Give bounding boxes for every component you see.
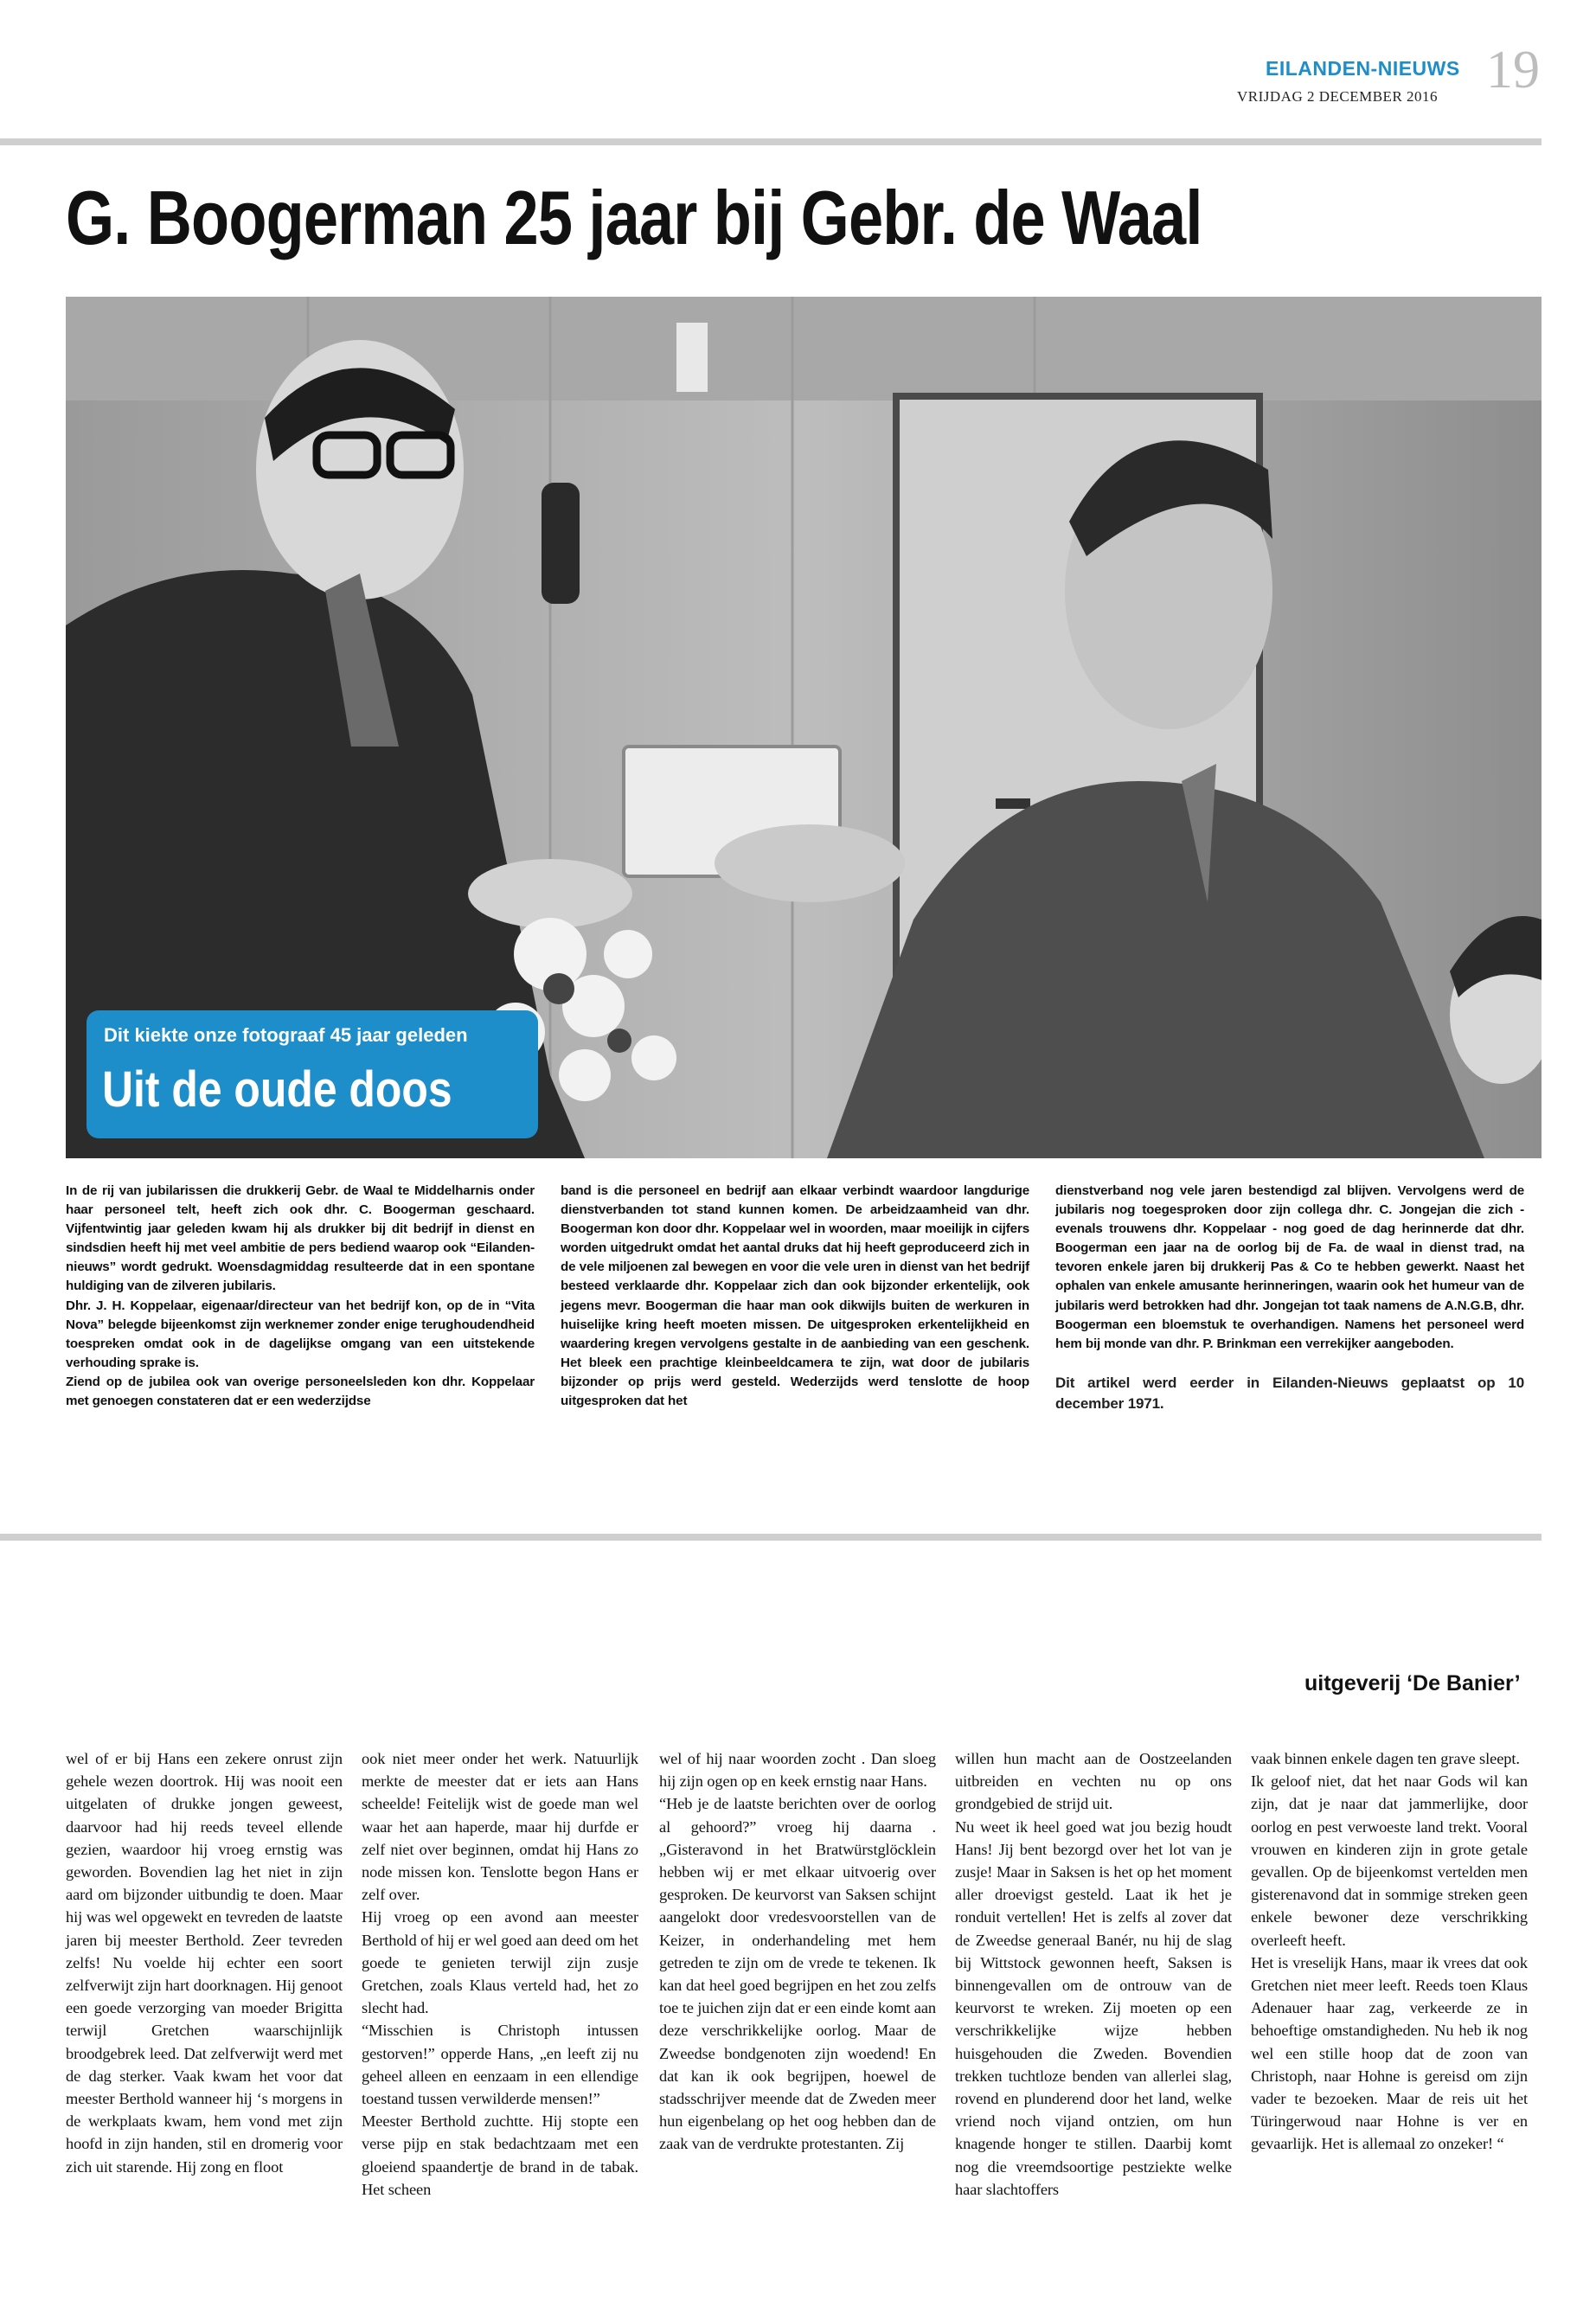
story-column-4	[955, 1747, 1232, 2201]
article-column-2	[561, 1182, 1029, 1411]
top-divider	[0, 138, 1542, 145]
story-column-5	[1251, 1747, 1528, 2156]
story-paragraph: ook niet meer onder het werk. Natuurlijk merkte de meester dat er iets aan Hans scheelde! Feitelijk wist de goede man wel waar het aan haperde, maar hij durfde er zelf niet over beginnen, omdat hij Hans zo node missen kon. Tenslotte begon Hans er zelf over.	[362, 1750, 638, 1904]
story-paragraph: Meester Berthold zuchtte. Hij stopte een verse pijp en stak bedachtzaam met een gloeiend spaandertje de brand in de tabak. Het scheen	[362, 2112, 638, 2198]
section-divider	[0, 1534, 1542, 1541]
story-paragraph: Hij vroeg op een avond aan meester Berthold of hij er wel goed aan deed om het goede te genieten terwijl zijn zusje Gretchen, zoals Klaus verteld had, het zo slecht had.	[362, 1908, 638, 2017]
article-paragraph: dienstverband nog vele jaren bestendigd zal blijven. Vervolgens werd de jubilaris nog toegesproken door zijn collega dhr. C. Jongejan die zich - evenals trouwens dhr. Koppelaar - nog goed de dag herinnerde dat dhr. Boogerman een jaar na de oorlog bij de Fa. de waal in dienst trad, na tevoren enkele jaren bij drukkerij Pas & Co te hebben gewerkt. Naast het ophalen van enkele amusante herinneringen, waarin ook het humeur van de jubilaris werd betrokken had dhr. Jongejan tot taak namens de A.N.G.B, dhr. Boogerman een bloemstuk te overhandigen. Namens het personeel werd hem bij monde van dhr. P. Brinkman een verrekijker aangeboden.	[1055, 1183, 1524, 1351]
story-paragraph: wel of hij naar woorden zocht . Dan sloeg hij zijn ogen op en keek ernstig naar Hans.	[659, 1750, 936, 1791]
story-column-2	[362, 1747, 638, 2201]
story-column-1	[66, 1747, 343, 2178]
story-paragraph: Ik geloof niet, dat het naar Gods wil kan zijn, dat je naar dat jammerlijke, door oorlog en pest verwoeste land trekt. Vooral vrouwen en kinderen zijn in grote getale gevallen. Op de bijeenkomst vertelden men gisterenavond dat in sommige streken geen enkele bewoner deze verschrikking overleeft heeft.	[1251, 1772, 1528, 1949]
article-column-3	[1055, 1182, 1524, 1414]
badge-title: Uit de oude doos	[102, 1061, 452, 1118]
story-column-3	[659, 1747, 936, 2156]
story-paragraph: vaak binnen enkele dagen ten grave sleept.	[1251, 1750, 1520, 1767]
page-number: 19	[1486, 41, 1540, 99]
story-paragraph: willen hun macht aan de Oostzeelanden uitbreiden en vechten nu op ons grondgebied de strijd uit.	[955, 1750, 1232, 1813]
publisher-label: uitgeverij ‘De Banier’	[1304, 1671, 1521, 1695]
article-paragraph: Dhr. J. H. Koppelaar, eigenaar/directeur van het bedrijf kon, op de in “Vita Nova” belegde bijeenkomst zijn werknemer zonder enige terughoudendheid toespreken omdat ook in de dagelijkse omgang van een uitstekende verhouding sprake is.	[66, 1298, 535, 1370]
article-paragraph: band is die personeel en bedrijf aan elkaar verbindt waardoor langdurige dienstverbanden tot stand kunnen komen. De arbeidzaamheid van dhr. Boogerman kon door dhr. Koppelaar wel in woorden, maar moeilijk in cijfers worden uitgedrukt omdat het aantal druks dat hij heeft geproduceerd zich in de vele miljoenen zal bewegen en voor die vele uren in dienst van het bedrijf besteed verklaarde dhr. Koppelaar zich dan ook bijzonder erkentelijk, ook jegens mevr. Boogerman die haar man ook dikwijls buiten de werkuren in huiselijke kring heeft moeten missen. De uitgesproken erkentelijkheid en waardering kregen vervolgens gestalte in de aanbieding van een geschenk. Het bleek een prachtige kleinbeeldcamera te zijn, wat door de jubilaris bijzonder op prijs werd gesteld. Wederzijds werd tenslotte de hoop uitgesproken dat het	[561, 1183, 1029, 1409]
story-paragraph: Nu weet ik heel goed wat jou bezig houdt Hans! Jij bent bezorgd over het lot van je zusje! Maar in Saksen is het op het moment aller droevigst gesteld. Laat ik het je ronduit vertellen! Het is zelfs al zover dat de Zweedse generaal Banér, nu hij de slag bij Wittstock gewonnen heeft, Saksen is binnengevallen om de ontrouw van de keurvorst te wreken. Zij moeten op een verschrikkelijke wijze hebben huisgehouden die Zweden. Bovendien trekken tuchtloze benden van allerlei slag, rovend en plunderend door het land, welke vriend noch vijand ontzien, om hun knagende honger te stillen. Daarbij komt nog die vreemdsoortige pestziekte welke haar slachtoffers	[955, 1817, 1232, 2198]
story-paragraph: Het is vreselijk Hans, maar ik vrees dat ook Gretchen niet meer leeft. Reeds toen Klaus Adenauer haar zag, verkeerde ze in behoeftige omstandigheden. Nu heb ik nog wel een stille hoop dat de zoon van Christoph, naar Hohne is gereisd om zijn vader te bezoeken. Maar de reis uit het Türingerwoud naar Hohne is ver en gevaarlijk. Het is allemaal zo onzeker! “	[1251, 1953, 1528, 2153]
issue-date: VRIJDAG 2 DECEMBER 2016	[1237, 88, 1439, 105]
article-headline: G. Boogerman 25 jaar bij Gebr. de Waal	[66, 175, 1202, 260]
badge-subtitle: Dit kiekte onze fotograaf 45 jaar geleden	[104, 1024, 468, 1046]
story-paragraph: “Heb je de laatste berichten over de oorlog al gehoord?” vroeg hij daarna . „Gisteravond in het Bratwürstglöcklein hebben wij er met elkaar uitvoerig over gesproken. De keurvorst van Saksen schijnt aangelokt door vredesvoorstellen van de Keizer, in onderhandeling met hem getreden te zijn om de vrede te tekenen. Ik kan dat heel goed begrijpen en het zou zelfs toe te juichen zijn dat er een einde komt aan deze verschrikkelijke oorlog. Maar de Zweedse bondgenoten zijn woedend! En dat kan ik ook begrijpen, hoewel de stadsschrijver meende dat de Zweden meer hun eigenbelang op het oog hebben dan de zaak van de verdrukte protestanten. Zij	[659, 1795, 936, 2153]
story-paragraph: wel of er bij Hans een zekere onrust zijn gehele wezen doortrok. Hij was nooit een uitgelaten of drukke jongen geweest, daarvoor had hij reeds teveel ellende gezien, waardoor hij vroeg ernstig was geworden. Bovendien lag het niet in zijn aard om bijzonder uitbundig te doen. Maar hij was wel opgewekt en tevreden de laatste jaren bij meester Berthold. Zeer tevreden zelfs! Nu voelde hij echter een soort zelfverwijt zijn hart doorknagen. Hij genoot een goede verzorging van moeder Brigitta terwijl Gretchen waarschijnlijk broodgebrek leed. Dat zelfverwijt werd met de dag sterker. Vaak kwam het voor dat meester Berthold wanneer hij ‘s morgens in de werkplaats kwam, hem vond met zijn hoofd in zijn handen, stil en dromerig voor zich uit starende. Hij zong en floot	[66, 1750, 343, 2176]
article-note: Dit artikel werd eerder in Eilanden-Nieuws geplaatst op 10 december 1971.	[1055, 1374, 1524, 1412]
article-column-1	[66, 1182, 535, 1411]
article-paragraph: In de rij van jubilarissen die drukkerij Gebr. de Waal te Middelharnis onder haar personeel telt, heeft zich ook dhr. C. Boogerman geschaard. Vijfentwintig jaar geleden kwam hij als drukker bij dit bedrijf in dienst en sindsdien heeft hij met veel ambitie de pers bediend waarop ook “Eilanden-nieuws” wordt gedrukt. Woensdagmiddag resulteerde dat in een spontane huldiging van de zilveren jubilaris.	[66, 1183, 535, 1294]
article-paragraph: Ziend op de jubilea ook van overige personeelsleden kon dhr. Koppelaar met genoegen constateren dat er een wederzijdse	[66, 1374, 535, 1409]
newspaper-logo: EILANDEN-NIEUWS	[1266, 57, 1460, 80]
story-paragraph: “Misschien is Christoph intussen gestorven!” opperde Hans, „en leeft zij nu geheel alleen en eenzaam in een ellendige toestand tussen verwilderde mensen!”	[362, 2022, 638, 2108]
